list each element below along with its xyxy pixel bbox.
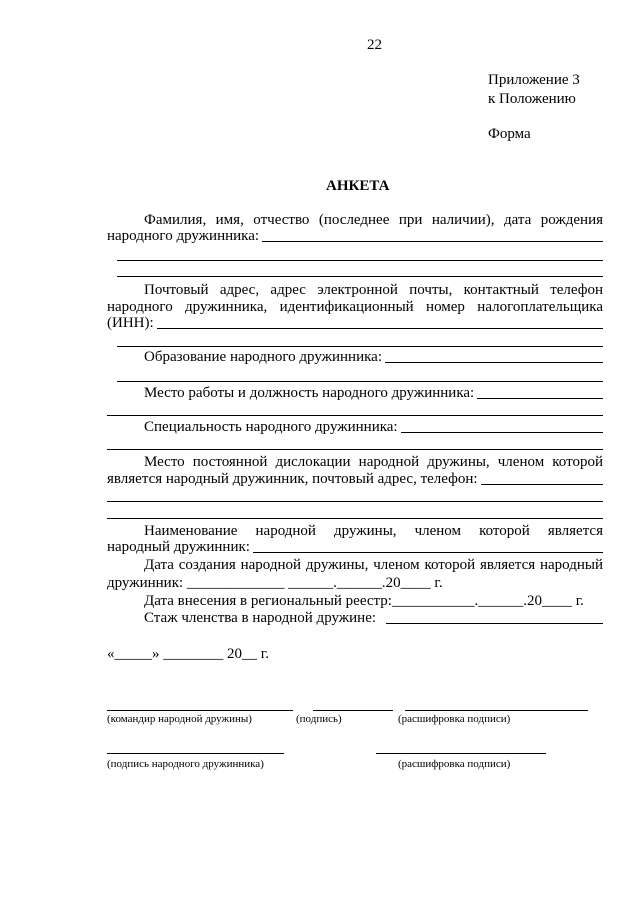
- postal-label-line-1: Почтовый адрес, адрес электронной почты, контактный телефон: [144, 282, 603, 298]
- membership-field-line: [144, 611, 603, 626]
- education-input-line[interactable]: [385, 362, 603, 363]
- workplace-label: Место работы и должность народного дружинника:: [144, 385, 475, 401]
- location-input-line[interactable]: [481, 484, 603, 485]
- fio-label-line-2: народного дружинника:: [107, 228, 260, 244]
- specialty-blank-line[interactable]: [107, 449, 603, 450]
- location-blank-line-2[interactable]: [107, 518, 603, 519]
- fio-input-line[interactable]: [262, 241, 603, 242]
- member-decryption-line[interactable]: [376, 753, 546, 754]
- fio-field-line: [107, 229, 603, 244]
- name-input-line[interactable]: [253, 552, 603, 553]
- member-decryption-caption: (расшифровка подписи): [398, 758, 511, 770]
- commander-caption: (командир народной дружины): [107, 713, 252, 725]
- name-label-line-1: Наименование народной дружины, членом которой является: [144, 523, 603, 539]
- postal-input-line[interactable]: [157, 328, 603, 329]
- specialty-field-line: [144, 420, 603, 435]
- creation-date-field[interactable]: дружинник: _____________ ______.______.20____ г.: [107, 575, 443, 591]
- education-field-line: [144, 350, 603, 365]
- location-blank-line-1[interactable]: [107, 501, 603, 502]
- specialty-label: Специальность народного дружинника:: [144, 419, 398, 435]
- decryption-caption: (расшифровка подписи): [398, 713, 511, 725]
- membership-label: Стаж членства в народной дружине:: [144, 610, 377, 626]
- member-signature-caption: (подпись народного дружинника): [107, 758, 264, 770]
- postal-label-line-3: (ИНН):: [107, 315, 154, 331]
- appendix-line-1: Приложение 3: [488, 72, 580, 88]
- location-field-line: [107, 472, 603, 487]
- postal-label-line-2: народного дружинника, идентификационный номер налогоплательщика: [107, 299, 603, 315]
- form-date-field[interactable]: «_____» ________ 20__ г.: [107, 646, 269, 662]
- education-label: Образование народного дружинника:: [144, 349, 383, 365]
- page-number: 22: [367, 37, 382, 53]
- document-title: АНКЕТА: [326, 178, 390, 194]
- name-field-line: [107, 540, 603, 555]
- member-signature-line[interactable]: [107, 753, 284, 754]
- appendix-line-2: к Положению: [488, 91, 576, 107]
- postal-field-line: [107, 316, 603, 331]
- registry-date-field[interactable]: Дата внесения в региональный реестр:___________.______.20____ г.: [144, 593, 584, 609]
- name-label-line-2: народный дружинник:: [107, 539, 250, 555]
- signature-caption: (подпись): [296, 713, 342, 725]
- fio-label-line-1: Фамилия, имя, отчество (последнее при наличии), дата рождения: [144, 212, 603, 228]
- workplace-field-line: [144, 386, 603, 401]
- decryption-line[interactable]: [405, 710, 588, 711]
- creation-label-line-1: Дата создания народной дружины, членом которой является народный: [144, 557, 603, 573]
- specialty-input-line[interactable]: [401, 432, 603, 433]
- commander-signature-line[interactable]: [107, 710, 293, 711]
- workplace-input-line[interactable]: [477, 398, 603, 399]
- location-label-line-1: Место постоянной дислокации народной дружины, членом которой: [144, 454, 603, 470]
- postal-blank-line[interactable]: [117, 346, 603, 347]
- form-label: Форма: [488, 126, 531, 142]
- workplace-blank-line[interactable]: [107, 415, 603, 416]
- education-blank-line[interactable]: [117, 381, 603, 382]
- fio-blank-line-1[interactable]: [117, 260, 603, 261]
- membership-input-line[interactable]: [386, 623, 603, 624]
- location-label-line-2: является народный дружинник, почтовый адрес, телефон:: [107, 471, 478, 487]
- fio-blank-line-2[interactable]: [117, 276, 603, 277]
- signature-line[interactable]: [313, 710, 393, 711]
